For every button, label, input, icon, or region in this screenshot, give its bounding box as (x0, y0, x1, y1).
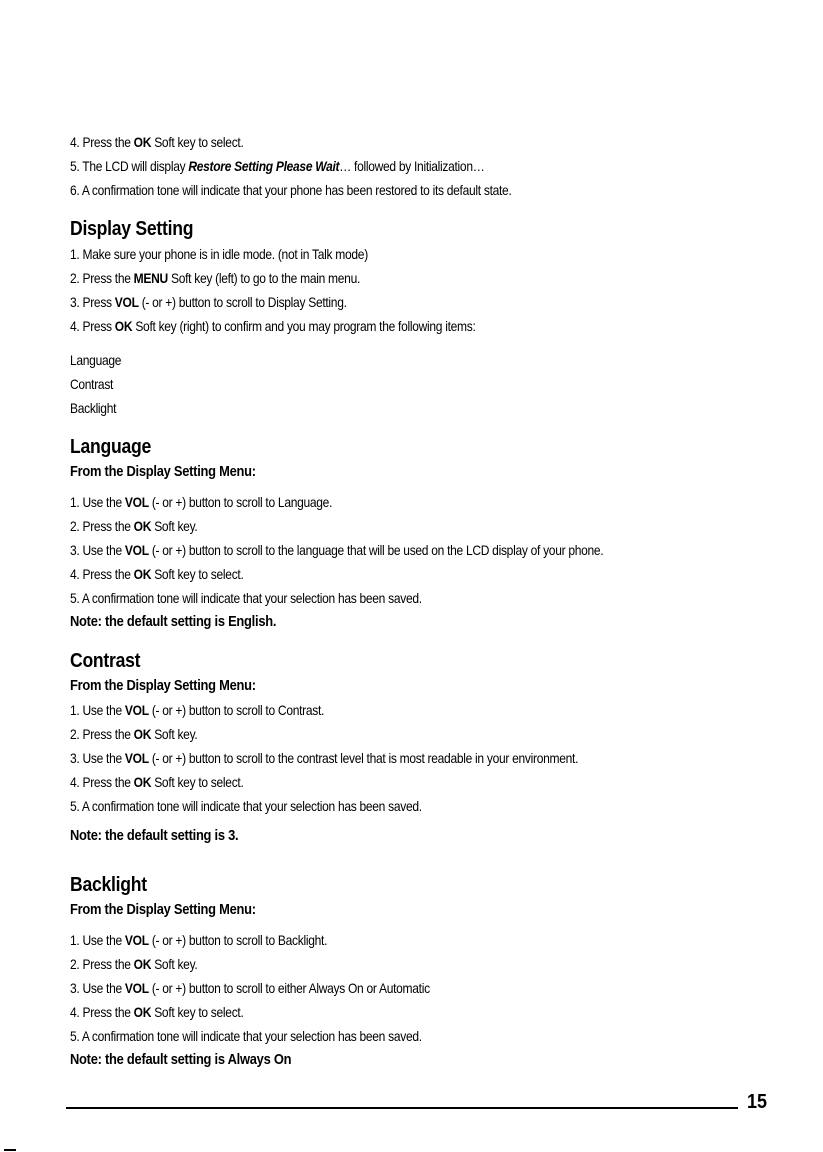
vol-key: VOL (124, 542, 149, 558)
step-line: 4. Press the OK Soft key to select. (70, 134, 244, 150)
default-note: Note: the default setting is 3. (70, 827, 239, 844)
menu-item-list-entry: Contrast (70, 376, 114, 392)
ok-key: OK (133, 956, 152, 972)
step-line: 4. Press the OK Soft key to select. (70, 1004, 244, 1020)
vol-key: VOL (124, 932, 149, 948)
footer-rule (66, 1107, 738, 1109)
step-line: 1. Make sure your phone is in idle mode. (not in Talk mode) (70, 246, 368, 262)
vol-key: VOL (124, 750, 149, 766)
corner-mark (4, 1149, 16, 1151)
section-heading-language: Language (70, 436, 152, 458)
step-line: 5. The LCD will display Restore Setting Please Wait… followed by Initialization… (70, 158, 485, 174)
step-line: 1. Use the VOL (- or +) button to scroll to Backlight. (70, 932, 328, 948)
step-line: 1. Use the VOL (- or +) button to scroll to Contrast. (70, 702, 325, 718)
step-line: 2. Press the MENU Soft key (left) to go to the main menu. (70, 270, 361, 286)
page-number: 15 (747, 1091, 768, 1113)
default-note: Note: the default setting is Always On (70, 1051, 292, 1068)
step-line: 4. Press the OK Soft key to select. (70, 774, 244, 790)
ok-key: OK (133, 726, 152, 742)
section-heading-display-setting: Display Setting (70, 218, 194, 240)
ok-key: OK (133, 774, 152, 790)
section-subheading: From the Display Setting Menu: (70, 463, 256, 480)
restore-message: Restore Setting Please Wait (188, 158, 340, 174)
manual-page (70, 130, 770, 1072)
step-line: 3. Use the VOL (- or +) button to scroll to the contrast level that is most readable in your environment. (70, 750, 579, 766)
step-line: 5. A confirmation tone will indicate that your selection has been saved. (70, 590, 422, 606)
step-line: 2. Press the OK Soft key. (70, 518, 198, 534)
step-line: 5. A confirmation tone will indicate that your selection has been saved. (70, 1028, 422, 1044)
vol-key: VOL (114, 294, 139, 310)
step-line: 2. Press the OK Soft key. (70, 726, 198, 742)
ok-key: OK (133, 1004, 152, 1020)
step-line: 3. Use the VOL (- or +) button to scroll to the language that will be used on the LCD display of your phone. (70, 542, 604, 558)
section-heading-backlight: Backlight (70, 874, 147, 896)
section-heading-contrast: Contrast (70, 650, 141, 672)
vol-key: VOL (124, 702, 149, 718)
step-line: 5. A confirmation tone will indicate that your selection has been saved. (70, 798, 422, 814)
vol-key: VOL (124, 980, 149, 996)
section-subheading: From the Display Setting Menu: (70, 677, 256, 694)
menu-key: MENU (133, 270, 168, 286)
section-subheading: From the Display Setting Menu: (70, 901, 256, 918)
menu-item-list-entry: Backlight (70, 400, 117, 416)
vol-key: VOL (124, 494, 149, 510)
step-line: 4. Press the OK Soft key to select. (70, 566, 244, 582)
step-line: 1. Use the VOL (- or +) button to scroll to Language. (70, 494, 333, 510)
step-line: 2. Press the OK Soft key. (70, 956, 198, 972)
ok-key: OK (133, 518, 152, 534)
step-line: 4. Press OK Soft key (right) to confirm and you may program the following items: (70, 318, 476, 334)
default-note: Note: the default setting is English. (70, 613, 277, 630)
step-line: 3. Use the VOL (- or +) button to scroll to either Always On or Automatic (70, 980, 430, 996)
ok-key: OK (114, 318, 133, 334)
menu-item-list-entry: Language (70, 352, 122, 368)
ok-key: OK (133, 566, 152, 582)
step-line: 6. A confirmation tone will indicate that your phone has been restored to its default state. (70, 182, 512, 198)
step-line: 3. Press VOL (- or +) button to scroll to Display Setting. (70, 294, 347, 310)
ok-key: OK (133, 134, 152, 150)
